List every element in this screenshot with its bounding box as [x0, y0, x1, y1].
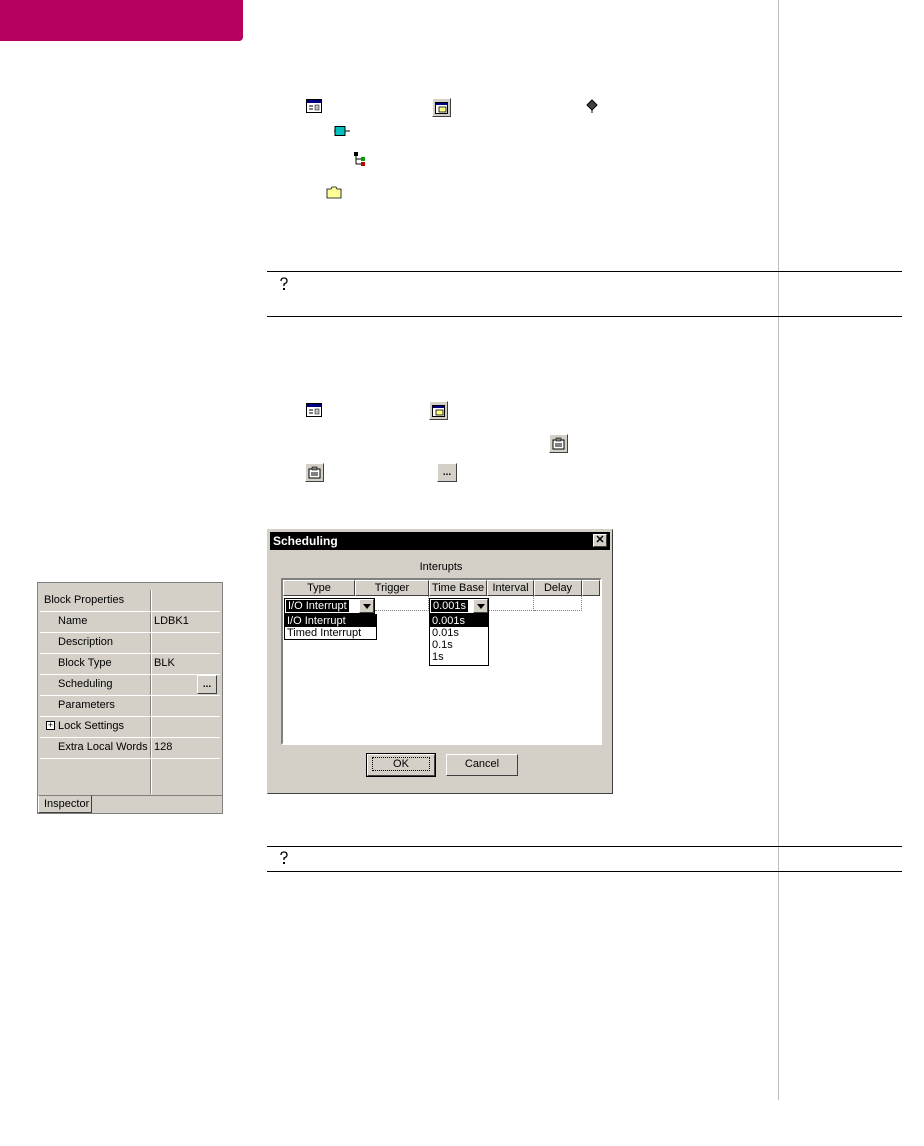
tab-inspector[interactable]: Inspector [38, 795, 92, 813]
row-label: Block Type [58, 657, 112, 669]
ok-label: OK [372, 757, 430, 771]
list-item[interactable]: 0.1s [432, 639, 453, 651]
row-value: LDBK1 [154, 615, 189, 627]
row-label: Parameters [58, 699, 115, 711]
ellipsis-button[interactable] [437, 463, 457, 482]
tree-icon [352, 151, 368, 167]
column-header-delay[interactable]: Delay [534, 580, 582, 596]
margin-rule [778, 0, 779, 1100]
note2-top-rule [267, 846, 902, 847]
list-item[interactable]: 1s [432, 651, 444, 663]
brand-bar [0, 0, 243, 41]
properties-icon[interactable] [305, 463, 324, 482]
type-combo-value: I/O Interrupt [288, 600, 347, 612]
list-item[interactable]: I/O Interrupt [285, 615, 376, 627]
time-base-combo-value: 0.001s [433, 600, 467, 612]
row-label: Name [58, 615, 88, 627]
inspector-row-description[interactable] [40, 632, 220, 654]
inspector-row-scheduling[interactable] [40, 674, 220, 696]
ok-button[interactable] [367, 754, 435, 776]
row-label: Scheduling [58, 678, 113, 690]
note-top-rule [267, 271, 902, 272]
inspector-row-block-properties[interactable] [40, 590, 220, 612]
inspector-row-extra-local-words[interactable] [40, 737, 220, 759]
row-value: BLK [154, 657, 175, 669]
chevron-down-icon[interactable] [473, 599, 488, 613]
note2-bottom-rule [267, 871, 902, 872]
close-button[interactable]: ✕ [593, 534, 607, 547]
time-base-options-list[interactable] [429, 614, 489, 666]
delay-cell[interactable] [534, 596, 582, 611]
diamond-icon [584, 98, 600, 114]
properties-icon[interactable] [549, 434, 568, 453]
inspector-tab-bar [38, 795, 222, 814]
time-base-combo[interactable] [429, 598, 489, 614]
ellipsis-label: ... [202, 678, 212, 690]
help-icon [276, 276, 292, 292]
column-header-interval[interactable]: Interval [487, 580, 534, 596]
column-header-type[interactable]: Type [283, 580, 355, 596]
scheduling-ellipsis-button[interactable] [197, 675, 217, 694]
chevron-down-icon[interactable] [359, 599, 374, 613]
dialog-title: Scheduling [273, 534, 338, 548]
form-icon [306, 98, 322, 114]
connector-icon [334, 123, 350, 139]
row-label: Block Properties [44, 594, 125, 606]
inspector-panel [37, 582, 223, 814]
column-header-trigger[interactable]: Trigger [355, 580, 429, 596]
inspector-row-parameters[interactable] [40, 695, 220, 717]
list-item[interactable]: 0.001s [430, 615, 488, 627]
trigger-cell[interactable] [375, 596, 429, 611]
window-icon[interactable] [429, 401, 448, 420]
row-value: 128 [154, 741, 173, 753]
inspector-row-name[interactable] [40, 611, 220, 633]
column-header-time-base[interactable]: Time Base [429, 580, 487, 596]
folder-icon [326, 184, 342, 200]
row-label: Description [58, 636, 114, 648]
interrupts-grid [281, 578, 602, 745]
help-icon [276, 850, 292, 866]
interrupts-label: Interupts [419, 561, 463, 573]
type-options-list[interactable] [284, 614, 377, 640]
inspector-grid [40, 590, 222, 794]
list-item[interactable]: 0.01s [432, 627, 459, 639]
column-header-blank [582, 580, 600, 596]
ellipsis-label: ... [442, 466, 452, 478]
cancel-button[interactable]: Cancel [446, 754, 518, 776]
form-icon [306, 402, 322, 418]
row-label: Extra Local Words [58, 741, 148, 753]
inspector-row-lock-settings[interactable] [40, 716, 220, 738]
scheduling-dialog [267, 529, 613, 794]
window-icon[interactable] [432, 98, 451, 117]
expand-icon[interactable]: + [47, 720, 54, 730]
inspector-row-block-type[interactable] [40, 653, 220, 675]
dialog-title-bar [270, 532, 610, 550]
list-item[interactable]: Timed Interrupt [287, 627, 362, 639]
interval-cell[interactable] [487, 596, 534, 611]
row-label: Lock Settings [58, 720, 125, 732]
note-bottom-rule [267, 316, 902, 317]
type-combo[interactable] [284, 598, 375, 614]
